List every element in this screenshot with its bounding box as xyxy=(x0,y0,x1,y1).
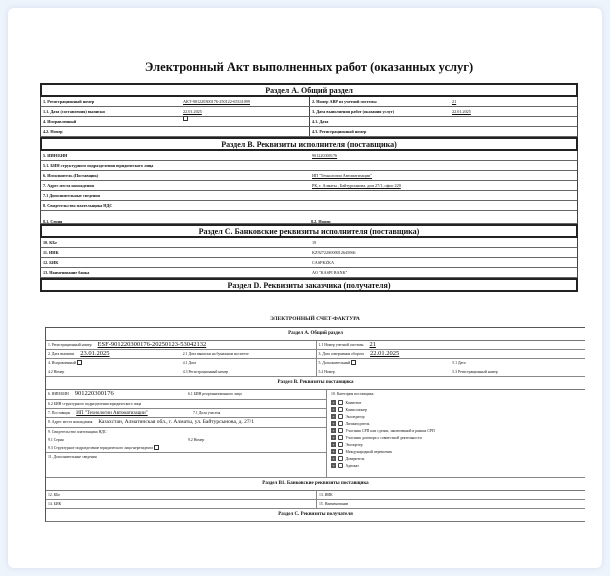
category-checkbox[interactable] xyxy=(338,414,343,419)
kbe-value: 19 xyxy=(312,240,317,245)
act-document xyxy=(40,60,578,292)
category-item xyxy=(331,462,585,469)
table-row xyxy=(46,491,585,500)
act-section-a-heading: Раздел А. Общий раздел xyxy=(40,83,578,97)
invoice-title: ЭЛЕКТРОННЫЙ СЧЕТ-ФАКТУРА xyxy=(270,316,360,322)
corrected-checkbox[interactable] xyxy=(183,116,188,121)
category-label: Участник договора о совместной деятельности xyxy=(345,435,422,440)
iik-label: 11. ИИК xyxy=(43,250,59,255)
table-row xyxy=(40,151,578,161)
table-row xyxy=(40,117,578,127)
category-checkbox[interactable] xyxy=(338,456,343,461)
additional-checkbox[interactable] xyxy=(351,360,356,365)
table-row xyxy=(40,97,578,107)
section-b-body xyxy=(46,390,585,478)
category-item xyxy=(331,427,585,434)
invoice-section-c-heading: Раздел C. Реквизиты получателя xyxy=(46,509,585,522)
category-label: Комиссионер xyxy=(345,407,368,412)
expand-icon[interactable]: + xyxy=(332,428,335,433)
issue-date-label: 1.1. Дата (составления) выписки xyxy=(43,109,105,114)
table-row xyxy=(40,127,578,137)
nonresident-branch-label: 9.3 Структурное подразделение юридического лица-нерезидента xyxy=(48,446,153,450)
supplier-value: ИП "Технологии Автоматизации" xyxy=(312,173,372,178)
table-row xyxy=(46,390,326,400)
additional-info-label: 7.1 Дополнительные сведения xyxy=(43,193,100,198)
expand-icon[interactable]: + xyxy=(332,400,335,405)
table-row xyxy=(40,258,578,268)
table-row xyxy=(46,400,326,409)
share-label: 7.1 Доля участия xyxy=(193,411,221,415)
supplier-label: 6. Исполнитель (Поставщик) xyxy=(43,173,99,178)
iin-label: 5. ИИН/БИН xyxy=(43,153,68,158)
category-label: Лизингодатель xyxy=(345,421,370,426)
paper-date-label: 2.1 Дата выписки на бумажном носителе xyxy=(182,352,249,356)
category-item xyxy=(331,455,585,462)
bik-label: 12. БИК xyxy=(43,260,59,265)
category-item xyxy=(331,434,585,441)
expand-icon[interactable]: + xyxy=(332,442,335,447)
vat-cert-label: 8. Свидетельство плательщика НДС xyxy=(43,203,113,208)
acct-number-label: 1.1 Номер учетной системы xyxy=(318,343,364,347)
expand-icon[interactable]: + xyxy=(332,421,335,426)
iik-value: KZ92722S000012645066 xyxy=(312,250,356,255)
reg-number-label: 1. Регистрационный номер xyxy=(43,99,95,104)
act-title: Электронный Акт выполненных работ (оказанных услуг) xyxy=(144,60,474,74)
act-section-b-heading: Раздел B. Реквизиты исполнителя (поставщика) xyxy=(40,137,578,151)
table-row xyxy=(40,268,578,278)
category-checkbox[interactable] xyxy=(338,400,343,405)
table-row xyxy=(40,181,578,191)
table-row xyxy=(46,341,585,350)
table-row xyxy=(40,211,578,224)
act-section-c-heading: Раздел C. Банковские реквизиты исполнителя (поставщика) xyxy=(40,224,578,238)
table-row xyxy=(40,201,578,211)
number-42-label: 4.2 Номер xyxy=(48,370,65,374)
branch-bin-label: 6.2 БИН структурного подразделения юридического лица xyxy=(48,402,142,406)
expand-icon[interactable]: + xyxy=(332,456,335,461)
series-label: 8.1. Серия xyxy=(43,219,63,223)
address-label: 7. Адрес места нахождения xyxy=(43,183,94,188)
table-row xyxy=(40,238,578,248)
date-51-label: 5.1 Дата xyxy=(452,361,466,365)
address-value: Казахстан, Алматинская обл., г. Алматы, ул. Байтурсынова, д. 27/1 xyxy=(98,419,254,425)
number-label: 8.2. Номер xyxy=(311,219,331,223)
nonresident-checkbox[interactable] xyxy=(154,445,159,450)
category-item xyxy=(331,406,585,413)
category-checkbox[interactable] xyxy=(338,421,343,426)
category-label: Доверитель xyxy=(345,456,365,461)
category-item xyxy=(331,413,585,420)
invoice-section-a-heading: Раздел А. Общий раздел xyxy=(46,328,585,341)
act-section-d-heading: Раздел D. Реквизиты заказчика (получателя) xyxy=(40,278,578,292)
date-41-label: 4.1 Дата xyxy=(182,361,197,365)
category-checkbox[interactable] xyxy=(338,449,343,454)
extra-info-label: 11. Дополнительные сведения xyxy=(48,455,97,459)
expand-icon[interactable]: + xyxy=(332,463,335,468)
kbe-label: 12. КБе xyxy=(48,493,61,497)
table-row xyxy=(46,418,326,428)
vat-cert-label: 9. Свидетельство плательщика НДС xyxy=(48,430,107,434)
avr-number-label: 2. Номер АВР из учетной системы xyxy=(312,99,377,104)
category-label: Экспортер xyxy=(345,442,363,447)
bik-label: 14. БИК xyxy=(48,502,62,506)
date-41-label: 4.1. Дата xyxy=(312,119,329,124)
issue-date-label: 2. Дата выписки xyxy=(48,352,75,356)
supplier-label: 7. Поставщик xyxy=(48,411,71,415)
address-value: РК, г. Алматы , Байтурсынова, дом 27/1, офис 220 xyxy=(312,183,401,188)
additional-label: 5. Дополнительный xyxy=(318,361,351,365)
reg-number-value: ESF-901220300176-20250123-53042132 xyxy=(97,341,207,348)
acct-number-value: 21 xyxy=(369,341,376,348)
reg-number-label: 1. Регистрационный номер xyxy=(48,343,92,347)
corrected-checkbox[interactable] xyxy=(77,360,82,365)
expand-icon[interactable]: + xyxy=(332,407,335,412)
corrected-label: 4. Исправленный xyxy=(43,119,77,124)
category-item xyxy=(331,399,585,406)
table-row xyxy=(46,368,585,377)
address-label: 8. Адрес места нахождения xyxy=(48,420,93,424)
supplier-value: ИП "Технологии Автоматизации" xyxy=(76,411,148,416)
table-row xyxy=(46,500,585,509)
category-label: Комитент xyxy=(345,400,362,405)
bik-value: CASPKZKA xyxy=(312,260,335,265)
category-checkbox[interactable] xyxy=(338,463,343,468)
iik-label: 13. ИИК xyxy=(316,491,333,499)
table-row xyxy=(40,248,578,258)
category-checkbox[interactable] xyxy=(338,442,343,447)
issue-date-value: 22.01.2025 xyxy=(183,109,202,114)
reg-43-label: 4.3 Регистрационный номер xyxy=(182,370,229,374)
iin-value: 901220300176 xyxy=(74,390,114,397)
bank-name-label: 15. Наименование xyxy=(316,500,348,508)
turnover-date-value: 22.01.2025 xyxy=(370,350,400,357)
expand-icon[interactable]: + xyxy=(332,435,335,440)
invoice-section-b1-heading: Раздел B1. Банковские реквизиты поставщика xyxy=(46,478,585,491)
work-date-value: 22.01.2025 xyxy=(452,109,471,114)
category-label: Международный перевозчик xyxy=(345,449,393,454)
expand-icon[interactable]: + xyxy=(332,414,335,419)
category-item xyxy=(331,420,585,427)
kbe-label: 10. КБе xyxy=(43,240,57,245)
reg-number-43-label: 4.3. Регистрационный номер xyxy=(312,129,367,134)
category-label: Участник СРП или сделки, заключенной в рамках СРП xyxy=(345,428,435,433)
bank-name-value: АО "KASPI BANK" xyxy=(312,270,348,275)
category-label: Экспедитор xyxy=(345,414,365,419)
avr-number-value: 21 xyxy=(452,99,457,104)
invoice-document xyxy=(45,316,585,522)
expand-icon[interactable]: + xyxy=(332,449,335,454)
reg-53-label: 5.3 Регистрационный номер xyxy=(452,370,498,374)
category-checkbox[interactable] xyxy=(338,435,343,440)
iin-label: 6. ИИН/БИН xyxy=(48,392,69,396)
table-row xyxy=(46,359,585,368)
supplier-categories xyxy=(326,390,585,477)
table-row xyxy=(40,191,578,201)
table-row xyxy=(40,107,578,117)
work-date-label: 3. Дата выполнения работ (оказания услуг) xyxy=(312,109,395,114)
number-42-label: 4.2. Номер xyxy=(43,129,63,134)
iin-value: 901220300176 xyxy=(312,153,338,158)
table-row xyxy=(46,444,326,453)
corrected-label: 4. Исправленный xyxy=(48,361,76,365)
number-52-label: 5.2 Номер xyxy=(318,370,335,374)
invoice-section-b-heading: Раздел B. Реквизиты поставщика xyxy=(46,377,585,390)
category-item xyxy=(331,441,585,448)
table-row xyxy=(46,350,585,359)
categories-label: 10. Категория поставщика xyxy=(331,392,374,396)
table-row xyxy=(40,171,578,181)
category-label: Адвокат xyxy=(345,463,359,468)
series-label: 9.1 Серия xyxy=(48,438,64,442)
reg-number-value: АКТ-901220300176-250122-65331099 xyxy=(183,99,250,104)
table-row xyxy=(46,409,326,418)
category-checkbox[interactable] xyxy=(338,407,343,412)
branch-bin-label: 5.1. БИН структурного подразделения юридического лица xyxy=(43,163,154,168)
reorg-bin-label: 6.1 БИН реорганизованного лица xyxy=(188,392,242,396)
bank-name-label: 13. Наименование банка xyxy=(43,270,90,275)
category-checkbox[interactable] xyxy=(338,428,343,433)
turnover-date-label: 3. Дата совершения оборота xyxy=(318,352,364,356)
category-item xyxy=(331,448,585,455)
issue-date-value: 23.01.2025 xyxy=(80,350,110,357)
table-row xyxy=(40,161,578,171)
number-label: 9.2 Номер xyxy=(188,438,205,442)
